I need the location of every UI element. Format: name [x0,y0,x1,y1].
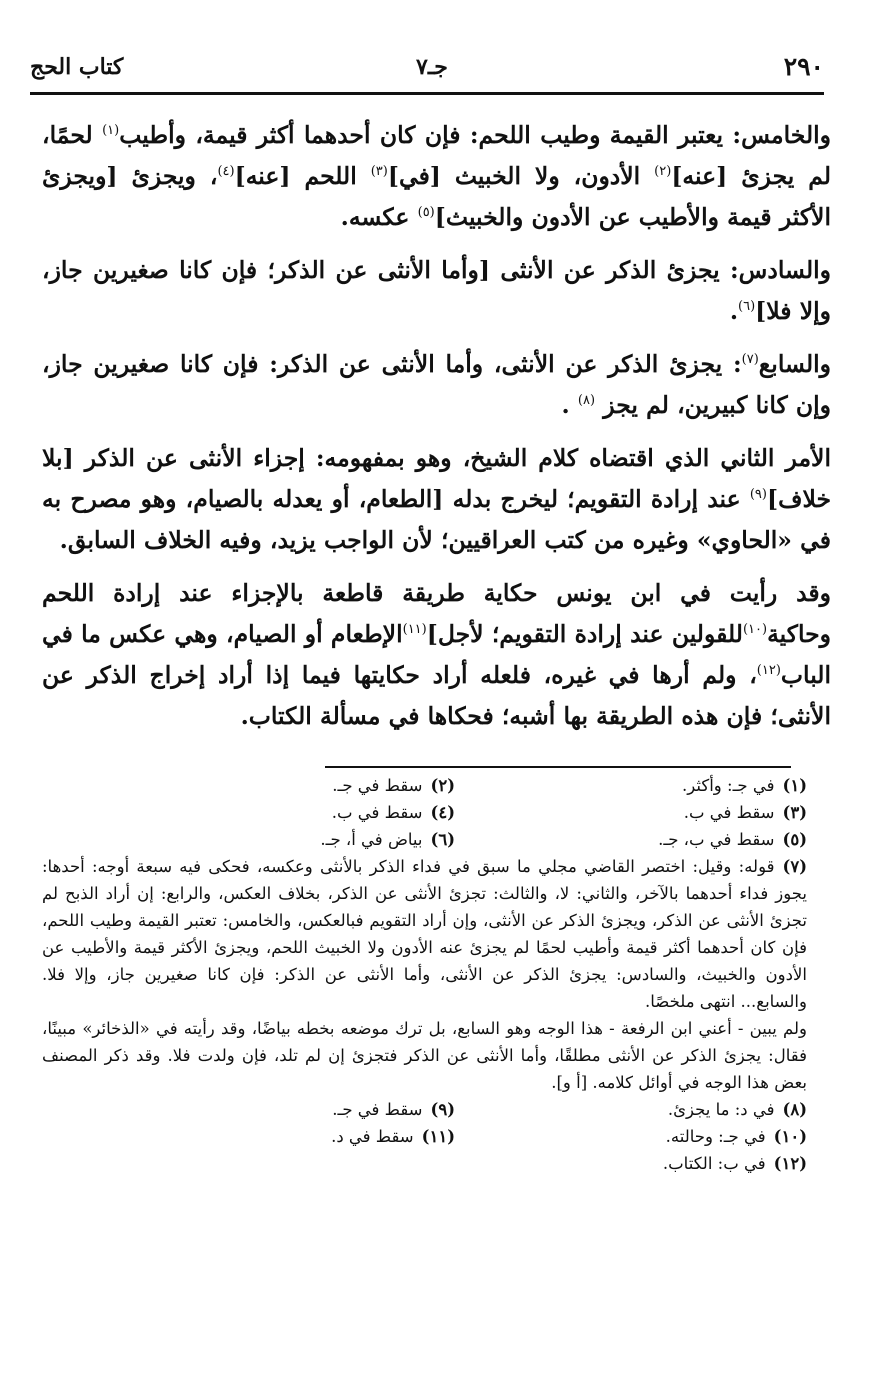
text: وقد رأيت في ابن يونس حكاية طريقة قاطعة بالإجزاء عند إرادة اللحم وحاكية [42,579,831,648]
footnote-ref: (٢) [654,164,672,180]
footnote-12: (١٢)في ب: الكتاب. [662,1154,807,1173]
text: ، ولم أرها في غيره، فلعله أراد حكايتها فيما إذا أراد إخراج الذكر عن الأنثى؛ فإن هذه الطريقة بها أشبه؛ فحكاها في مسألة الكتاب. [42,661,831,730]
main-text [42,115,831,749]
paragraph-fifth [42,115,831,238]
footnote-ref: (١) [102,123,120,139]
footnote-ref: (١٠) [742,622,768,638]
footnote-ref: (٥) [417,205,435,221]
footnote-row [42,1150,807,1177]
text: للقولين عند إرادة التقويم؛ لأجل] [426,620,743,648]
paragraph-ibn-yunus [42,573,831,737]
footnote-11: (١١)سقط في د. [331,1127,455,1146]
header-rule [30,92,824,95]
footnote-4: (٤)سقط في ب. [331,803,455,822]
paragraph-seventh [42,344,831,426]
footnote-1: (١)في جـ: وأكثر. [682,776,807,795]
footnote-rule [325,766,791,768]
footnote-ref: (٤) [217,164,235,180]
text: لحمًا، لم يجزئ [عنه] [42,121,832,190]
footnote-ref: (٣) [370,164,388,180]
page-number: ٢٩٠ [783,52,824,81]
footnote-ref: (٩) [749,487,767,503]
text: والخامس: يعتبر القيمة وطيب اللحم: فإن كان أحدهما أكثر قيمة، وأطيب [119,121,832,149]
text: الأدون، ولا الخبيث [في] [387,162,641,190]
page-header [30,52,824,92]
footnote-ref: (٦) [738,299,756,315]
footnote-row [42,1096,807,1123]
text: عند إرادة التقويم؛ ليخرج بدله [الطعام، أو يعدله بالصيام، وهو مصرح به في «الحاوي» وغيره من كتب العراقيين؛ لأن الواجب يزيد، وفيه الخلاف السابق. [42,485,831,554]
footnote-5: (٥)سقط في ب، جـ. [658,830,807,849]
footnote-ref: (٧) [741,352,759,368]
footnotes [42,772,807,1177]
text: عكسه. [340,203,410,231]
text: : يجزئ الذكر عن الأنثى، وأما الأنثى عن الذكر: فإن كانا صغيرين جاز، وإن كانا كبيرين، لم يجز [42,350,831,419]
footnote-6: (٦)بياض في أ، جـ. [320,830,455,849]
text: الأمر الثاني الذي اقتضاه كلام الشيخ، وهو بمفهومه: إجزاء الأنثى عن الذكر [بلا خلاف] [42,444,831,513]
footnote-row [42,826,807,853]
footnote-row [42,772,807,799]
footnote-9: (٩)سقط في جـ. [332,1100,455,1119]
footnote-ref: (٨) [577,393,596,409]
footnote-3: (٣)سقط في ب. [683,803,807,822]
footnote-7: (٧)قوله: وقيل: اختصر القاضي مجلي ما سبق في فداء الذكر بالأنثى وعكسه، فحكى فيه سبعة أوجه: أحدها: يجوز فداء أحدهما بالآخر، والثاني: لا، والثالث: تجزئ الأنثى عن الذكر، بخلاف العكس، والرابع: إن أراد الذبح لم تجزئ الأنثى عن الذكر، ويجزئ الذكر عن الأنثى، وإن أراد التقويم فبالعكس، والخامس: تعتبر القيمة وطيب اللحم، فإن كان أحدهما أكثر قيمة وأطيب لحمًا لم يجزئ عنه الأدون ولا الخبيث اللحم، ويجزئ الأكثر قيمة والأطيب عن الأدون والخبيث، والسادس: يجزئ الذكر عن الأنثى، وأما الأنثى عن الذكر: فإن كانا صغيرين جاز، وإلا فلا. والسابع... انتهى ملخصًا. [42,857,807,1011]
footnote-row [42,799,807,826]
volume-label: جـ٧ [416,54,448,80]
footnote-8: (٨)في د: ما يجزئ. [667,1100,807,1119]
text: ، ويجزئ [ويجزئ الأكثر قيمة والأطيب عن الأدون والخبيث] [42,162,831,231]
text: . [729,297,739,325]
text: والسابع [758,350,831,378]
book-title: كتاب الحج [30,54,124,80]
text: الإطعام أو الصيام، وهي عكس ما في الباب [42,620,831,689]
footnote-7-continued: ولم يبين - أعني ابن الرفعة - هذا الوجه وهو السابع، بل ترك موضعه بخطه بياضًا، وقد رأيته في «الذخائر» مبينًا، فقال: يجزئ الذكر عن الأنثى مطلقًا، وأما الأنثى عن الذكر فتجزئ إن لم تلد، فإن ولدت فلا. وقد ذكر المصنف بعض هذا الوجه في أوائل كلامه. [أ و]. [42,1019,807,1092]
paragraph-second-matter [42,438,831,561]
text: اللحم [عنه] [234,162,357,190]
footnote-ref: (١١) [402,622,427,638]
text: . [561,391,570,419]
footnote-10: (١٠)في جـ: وحالته. [665,1127,807,1146]
footnote-row [42,1123,807,1150]
footnote-ref: (١٢) [756,663,781,679]
text: والسادس: يجزئ الذكر عن الأنثى [وأما الأنثى عن الذكر؛ فإن كانا صغيرين جاز، وإلا فلا] [42,256,831,325]
footnote-2: (٢)سقط في جـ. [332,776,455,795]
paragraph-sixth [42,250,831,332]
